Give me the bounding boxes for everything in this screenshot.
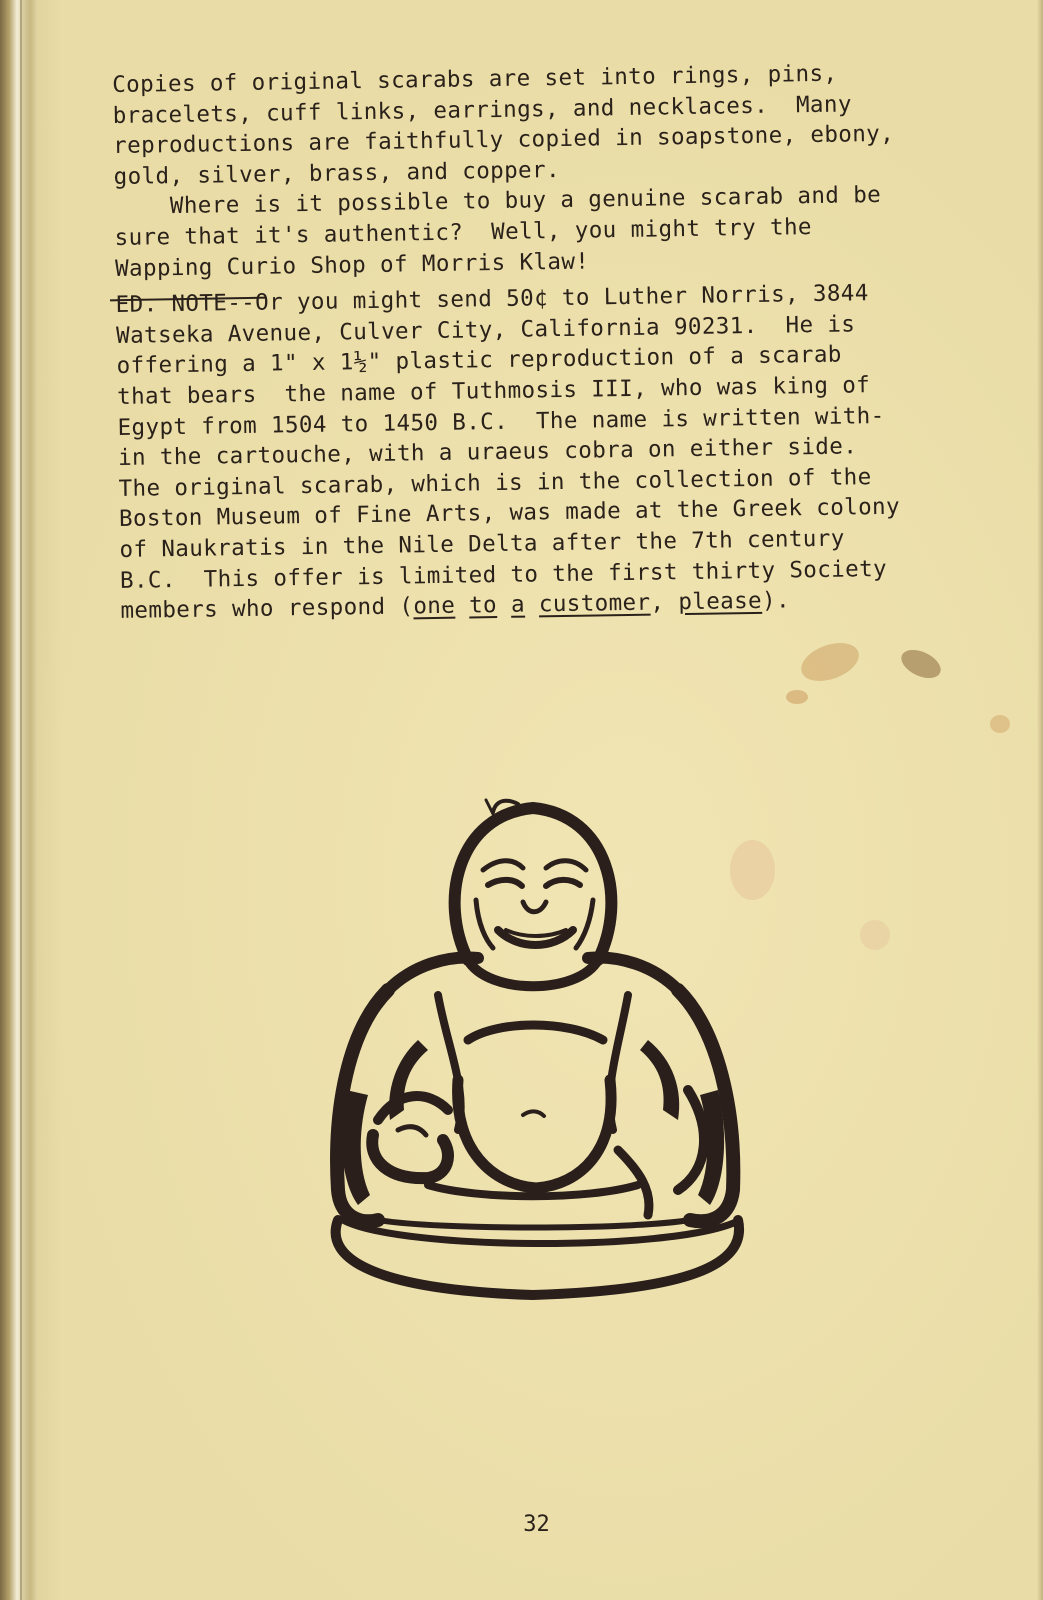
page-binding: [0, 0, 38, 1600]
text-line: Or you might send 50¢ to Luther Norris, 3844: [254, 280, 869, 316]
text-line: offering a 1" x 1½" plastic reproduction of a scarab: [116, 341, 842, 380]
last-line-suffix: ).: [761, 587, 791, 614]
body-text: [112, 56, 1001, 626]
laughing-buddha-figure: [318, 790, 748, 1310]
underlined-word: please: [678, 587, 763, 616]
text-line: of Naukratis in the Nile Delta after the 7th century: [119, 525, 845, 563]
underlined-word: customer: [538, 589, 651, 618]
stain-mark: [786, 690, 808, 704]
text-line: Wapping Curio Shop of Morris Klaw!: [114, 248, 590, 282]
text-line: that bears the name of Tuthmosis III, who was king of: [116, 372, 871, 410]
text-line: Boston Museum of Fine Arts, was made at the Greek colony: [118, 493, 901, 533]
text-line: reproductions are faithfully copied in soapstone, ebony,: [112, 120, 895, 160]
stain-mark: [860, 920, 890, 950]
underlined-word: to: [468, 592, 498, 619]
text-line: in the cartouche, with a uraeus cobra on either side.: [117, 433, 858, 472]
text-line: sure that it's authentic? Well, you might try the: [114, 213, 813, 251]
underlined-word: a: [510, 591, 526, 618]
text-line: Copies of original scarabs are set into rings, pins,: [112, 60, 838, 98]
ed-note-label: ED. NOTE--: [115, 289, 256, 319]
stain-mark: [990, 715, 1010, 733]
text-line: gold, silver, brass, and copper.: [113, 156, 561, 190]
text-line: The original scarab, which is in the collection of the: [118, 463, 872, 502]
last-line-prefix: members who respond (: [120, 593, 414, 625]
text-line: B.C. This offer is limited to the first thirty Society: [119, 555, 888, 594]
page-number: 32: [523, 1512, 550, 1537]
stain-mark: [897, 644, 945, 684]
text-line: Watseka Avenue, Culver City, California 90231. He is: [115, 311, 856, 349]
last-line: members who respond (one to a customer, please).: [120, 587, 791, 625]
text-line: Where is it possible to buy a genuine scarab and be: [113, 182, 882, 221]
text-line: Egypt from 1504 to 1450 B.C. The name is written with-: [117, 402, 885, 441]
underlined-word: one: [413, 592, 456, 620]
text-line: bracelets, cuff links, earrings, and necklaces. Many: [112, 90, 852, 129]
page-edge-shadow: [1037, 0, 1043, 1600]
stain-mark: [796, 636, 864, 688]
